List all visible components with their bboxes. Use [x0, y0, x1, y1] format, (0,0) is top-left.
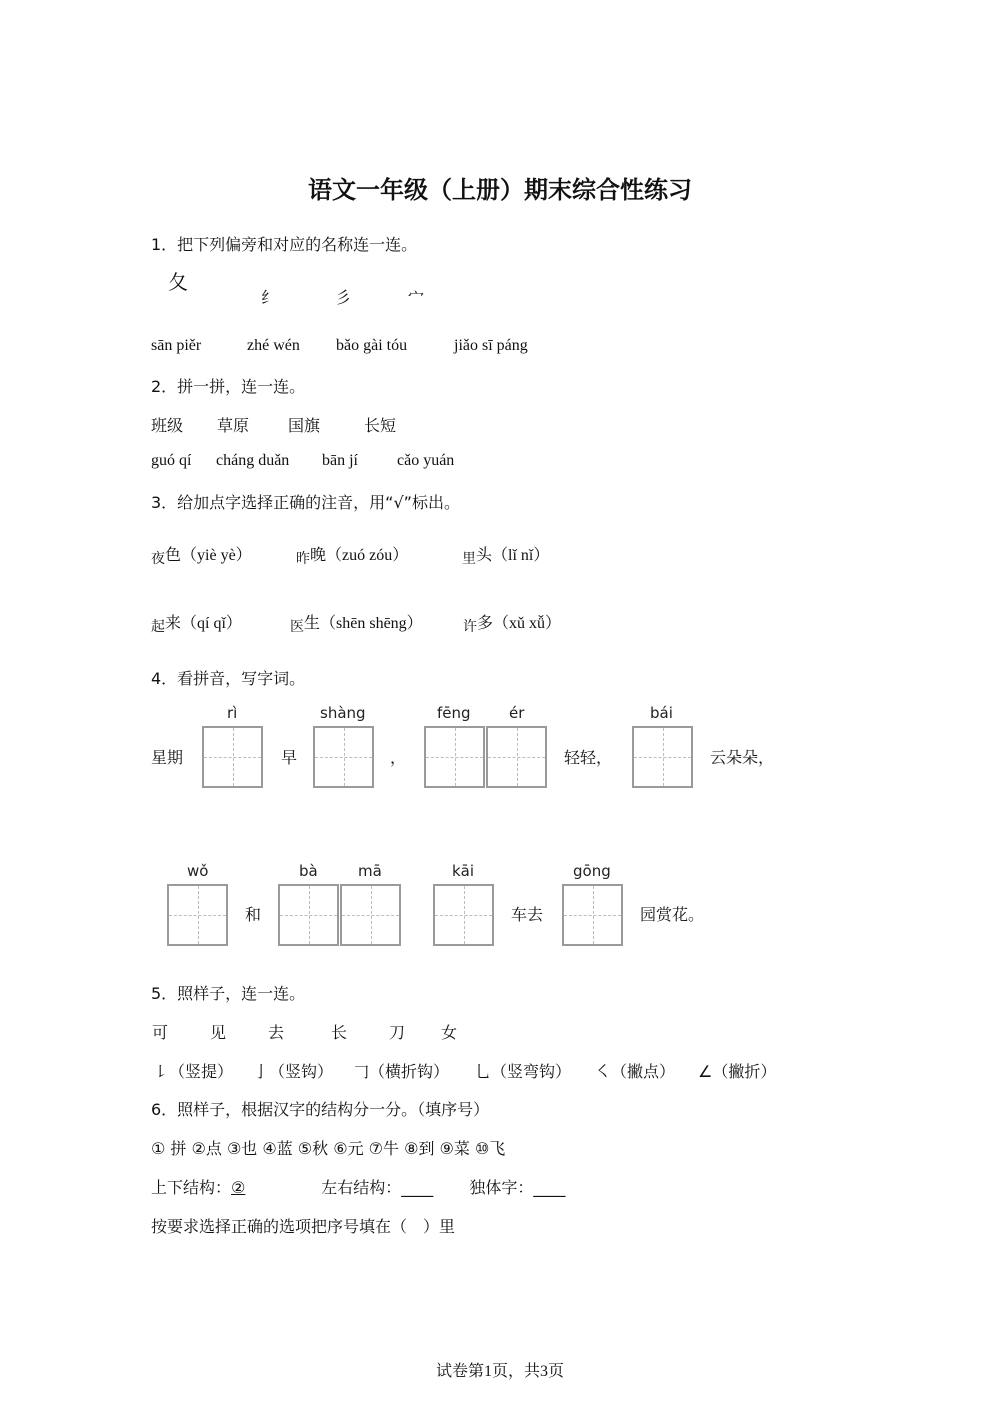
q2-pinyin-1: guó qí — [151, 452, 192, 469]
q4-pinyin: kāi — [452, 862, 475, 880]
q3-word: 色 — [165, 545, 182, 564]
q2-pinyin-3: bān jí — [322, 452, 358, 469]
q1-pinyin-4: jiǎo sī páng — [454, 337, 528, 354]
q3-dotted-char: 医 — [290, 619, 304, 635]
q4-text: 星期 — [151, 748, 184, 767]
q3-options: （zuó zóu） — [326, 547, 409, 564]
q5-stroke: 𠃌（横折钩） — [353, 1062, 450, 1081]
q3-dotted-char: 起 — [151, 619, 165, 635]
q6-prompt: 6．照样子，根据汉字的结构分一分。（填序号） — [151, 1100, 490, 1119]
q3-dotted-char: 夜 — [151, 551, 165, 567]
q5-prompt: 5．照样子，连一连。 — [151, 984, 306, 1003]
q1-radical-1: 夂 — [168, 270, 188, 294]
q2-prompt: 2．拼一拼，连一连。 — [151, 377, 306, 396]
q4-pinyin: fēng — [437, 704, 471, 722]
q1-pinyin-3: bǎo gài tóu — [336, 337, 408, 354]
q3-dotted-char: 昨 — [296, 551, 310, 567]
q3-word: 多 — [477, 613, 494, 632]
q4-pinyin: wǒ — [187, 862, 209, 880]
q3-options: （qí qǐ） — [181, 615, 242, 632]
q3-word: 生 — [304, 613, 321, 632]
q3-word: 头 — [476, 545, 493, 564]
tianzi-box[interactable] — [433, 884, 494, 946]
q3-item-6 — [463, 610, 561, 633]
q4-pinyin: gōng — [573, 862, 611, 880]
instruction: 按要求选择正确的选项把序号填在（ ）里 — [151, 1217, 456, 1236]
q4-text: 轻轻， — [564, 748, 613, 767]
q3-item-2 — [296, 542, 408, 565]
q3-item-1 — [151, 542, 252, 565]
q5-char: 见 — [210, 1023, 227, 1042]
tianzi-box[interactable] — [202, 726, 263, 788]
q4-pinyin: rì — [227, 704, 238, 722]
tianzi-box[interactable] — [424, 726, 485, 788]
q4-text: 园赏花。 — [640, 905, 705, 924]
q4-pinyin: bái — [650, 704, 673, 722]
q4-text: 和 — [245, 905, 262, 924]
q2-word-3: 国旗 — [288, 416, 321, 435]
q4-text: ， — [390, 748, 407, 767]
q3-item-4 — [151, 610, 242, 633]
q5-stroke: 亅（竖钩） — [253, 1062, 334, 1081]
q5-char: 女 — [441, 1023, 458, 1042]
q2-word-2: 草原 — [217, 416, 250, 435]
q2-word-1: 班级 — [151, 416, 184, 435]
q3-options: （xǔ xǚ） — [493, 615, 562, 632]
q5-char: 刀 — [389, 1023, 406, 1042]
single-blank[interactable]: ____ — [533, 1178, 566, 1197]
q6-answers — [151, 1175, 565, 1198]
q5-stroke: 乚（竖弯钩） — [475, 1062, 572, 1081]
page-title: 语文一年级（上册）期末综合性练习 — [308, 176, 692, 204]
q3-options: （shēn shēng） — [320, 615, 423, 632]
q2-word-4: 长短 — [364, 416, 397, 435]
q4-pinyin: bà — [299, 862, 318, 880]
page-footer: 试卷第1页，共3页 — [435, 1363, 564, 1380]
q5-stroke: ㇛（撇点） — [595, 1062, 676, 1081]
top-bottom-label: 上下结构： — [151, 1178, 232, 1197]
q3-options: （lǐ nǐ） — [492, 547, 550, 564]
tianzi-box[interactable] — [340, 884, 401, 946]
q3-options: （yiè yè） — [181, 547, 252, 564]
q2-pinyin-4: cǎo yuán — [397, 452, 455, 469]
q1-pinyin-1: sān piěr — [151, 337, 202, 354]
q5-char: 可 — [152, 1023, 169, 1042]
q4-text: 早 — [281, 748, 298, 767]
q4-pinyin: shàng — [320, 704, 366, 722]
q3-item-5 — [290, 610, 423, 633]
q4-text: 云朵朵， — [710, 748, 775, 767]
q1-radical-3: 彡 — [335, 288, 352, 307]
tianzi-box[interactable] — [313, 726, 374, 788]
tianzi-box[interactable] — [562, 884, 623, 946]
q1-radical-2: 纟 — [261, 288, 278, 307]
q5-char: 去 — [268, 1023, 285, 1042]
q1-radical-4: 宀 — [408, 288, 425, 307]
tianzi-box[interactable] — [278, 884, 339, 946]
q1-prompt: 1．把下列偏旁和对应的名称连一连。 — [151, 235, 418, 254]
left-right-blank[interactable]: ____ — [401, 1178, 434, 1197]
tianzi-box[interactable] — [167, 884, 228, 946]
single-label: 独体字： — [469, 1178, 534, 1197]
tianzi-box[interactable] — [632, 726, 693, 788]
q4-pinyin: mā — [358, 862, 382, 880]
q4-pinyin: ér — [509, 704, 525, 722]
top-bottom-answer[interactable]: ② — [231, 1178, 246, 1197]
q3-dotted-char: 许 — [463, 619, 477, 635]
q5-stroke: ㇙（竖提） — [153, 1062, 234, 1081]
q3-item-3 — [462, 542, 549, 565]
q3-word: 晚 — [310, 545, 327, 564]
q5-stroke: ∠（撇折） — [698, 1062, 777, 1081]
q3-word: 来 — [165, 613, 182, 632]
q4-prompt: 4．看拼音，写字词。 — [151, 669, 306, 688]
q5-char: 长 — [331, 1023, 348, 1042]
tianzi-box[interactable] — [486, 726, 547, 788]
q3-prompt: 3．给加点字选择正确的注音，用“√”标出。 — [151, 493, 460, 512]
q1-pinyin-2: zhé wén — [247, 337, 300, 354]
q4-text: 车去 — [511, 905, 544, 924]
left-right-label: 左右结构： — [321, 1178, 402, 1197]
q3-dotted-char: 里 — [462, 551, 476, 567]
q2-pinyin-2: cháng duǎn — [216, 452, 290, 469]
q6-items: ① 拼 ②点 ③也 ④蓝 ⑤秋 ⑥元 ⑦牛 ⑧到 ⑨菜 ⑩飞 — [151, 1139, 506, 1158]
